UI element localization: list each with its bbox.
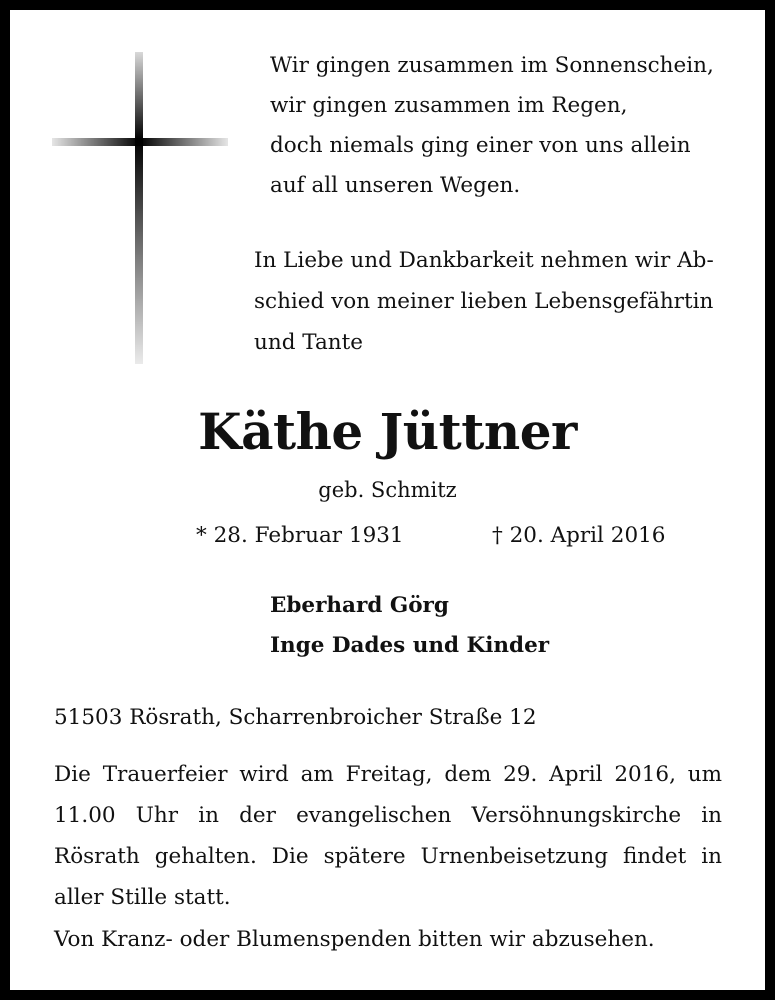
intro-line: schied von meiner lieben Lebensgefährtin: [254, 289, 714, 314]
maiden-name: geb. Schmitz: [318, 478, 457, 502]
obituary-notice: [10, 10, 765, 990]
deceased-name: Käthe Jüttner: [198, 402, 577, 461]
poem: [270, 46, 714, 206]
address: 51503 Rösrath, Scharrenbroicher Straße 12: [54, 705, 537, 730]
intro-line: und Tante: [254, 330, 363, 355]
service-text: Die Trauerfeier wird am Freitag, dem 29. April 2016, um 11.00 Uhr in der evangelischen Versöhnungskirche in Rösrath gehalten. Die spätere Urnenbeisetzung findet in aller Stille statt.: [54, 762, 722, 910]
mourner-name: Inge Dades und Kinder: [270, 633, 550, 658]
mourner-name: Eberhard Görg: [270, 593, 449, 618]
poem-line: auf all unseren Wegen.: [270, 173, 521, 198]
intro-line: In Liebe und Dankbarkeit nehmen wir Ab-: [254, 248, 714, 273]
poem-line: Wir gingen zusammen im Sonnenschein,: [270, 53, 714, 78]
mourners: [270, 586, 549, 666]
birth-date: * 28. Februar 1931: [196, 523, 404, 548]
closing-note: Von Kranz- oder Blumenspenden bitten wir abzusehen.: [54, 927, 655, 952]
death-date: † 20. April 2016: [492, 523, 666, 548]
intro-text: [254, 240, 724, 363]
cross-icon: [50, 50, 230, 370]
poem-line: doch niemals ging einer von uns allein: [270, 133, 691, 158]
poem-line: wir gingen zusammen im Regen,: [270, 93, 628, 118]
